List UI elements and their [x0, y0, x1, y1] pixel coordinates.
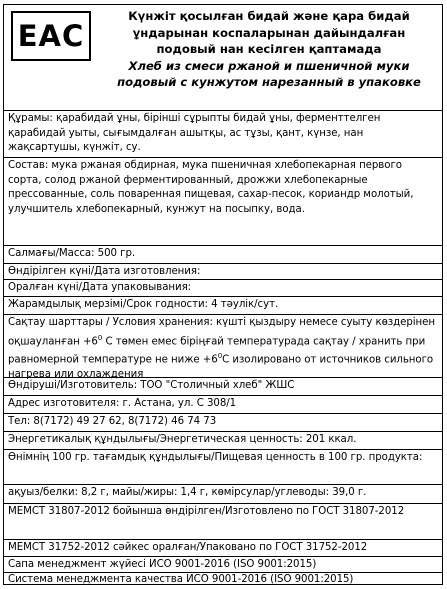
- storage-text-2: С төмен емес біріңғай температурада сақтау / хранить при равномерной температуре не ниже +6: [8, 335, 426, 366]
- composition-ru: Состав: мука ржаная обдирная, мука пшеничная хлебопекарная первого сорта, солод ржаной ферментированный, дрожжи хлебопекарные прессованные, соль поваренная пищевая, сахар-песок, кориандр молотый, улучшитель хлебопекарный, кунжут на посыпку, вода.: [4, 157, 442, 245]
- product-label: [3, 4, 443, 585]
- energy-value: Энергетикалық құндылығы/Энергетическая ценность: 201 ккал.: [4, 431, 442, 449]
- manufacturer: Өндіруші/Изготовитель: ТОО "Столичный хлеб" ЖШС: [4, 377, 442, 395]
- gost-manufacture: МЕМСТ 31807-2012 бойынша өндірілген/Изготовлено по ГОСТ 31807-2012: [4, 503, 442, 539]
- product-title: [100, 8, 438, 91]
- title-kz-line-3: подовый нан кесілген қаптамада: [156, 42, 382, 56]
- nutrition-values: ақуыз/белки: 8,2 г, майы/жиры: 1,4 г, көмірсулар/углеводы: 39,0 г.: [4, 484, 442, 503]
- packing-date: Оралған күні/Дата упаковывания:: [4, 279, 442, 296]
- label-header: [4, 5, 442, 110]
- nutrition-header: Өнімнің 100 гр. тағамдық құндылығы/Пищевая ценность в 100 гр. продукта:: [4, 449, 442, 484]
- composition-kz: Құрамы: қарабидай ұны, бірінші сұрыпты бидай ұны, ферменттелген қарабидай уыты, сығымдалған ашытқы, ас тұзы, қант, күнзе, нан жақсартушы, күнжіт, су.: [4, 110, 442, 157]
- quality-system-kz: Сапа менеджмент жүйесі ИСО 9001-2016 (ISO 9001:2015): [4, 556, 442, 572]
- title-kz-line-1: Күнжіт қосылған бидай және қара бидай: [128, 9, 410, 23]
- address: Адрес изготовителя: г. Астана, ул. С 308/1: [4, 395, 442, 413]
- degree-mark: 0: [217, 352, 223, 361]
- storage-text-1: Сақтау шарттары / Условия хранения: күшті қыздыру немесе суыту көздерінен оқшауланған +6: [8, 317, 435, 347]
- shelf-life: Жарамдылық мерзімі/Срок годности: 4 тәулік/сут.: [4, 296, 442, 314]
- phone: Тел: 8(7172) 49 27 62, 8(7172) 46 74 73: [4, 413, 442, 431]
- title-ru-line-2: подовый с кунжутом нарезанный в упаковке: [117, 75, 421, 89]
- degree-mark: 0: [97, 333, 103, 342]
- title-ru-line-1: Хлеб из смеси ржаной и пшеничной муки: [128, 58, 410, 73]
- eac-mark: EAC: [11, 11, 91, 61]
- gost-packing: МЕМСТ 31752-2012 сәйкес оралған/Упаковано по ГОСТ 31752-2012: [4, 539, 442, 556]
- storage-conditions: [4, 314, 442, 381]
- weight: Салмағы/Масса: 500 гр.: [4, 245, 442, 263]
- title-kz-line-2: ұндарынан коспаларынан дайындалған: [132, 25, 406, 40]
- quality-system-ru: Система менеджмента качества ИСО 9001-2016 (ISO 9001:2015): [4, 572, 442, 584]
- manufacture-date: Өндірілген күні/Дата изготовления:: [4, 263, 442, 279]
- storage-text-3: С изолировано от источников сильного нагрева или охлаждения: [8, 354, 434, 381]
